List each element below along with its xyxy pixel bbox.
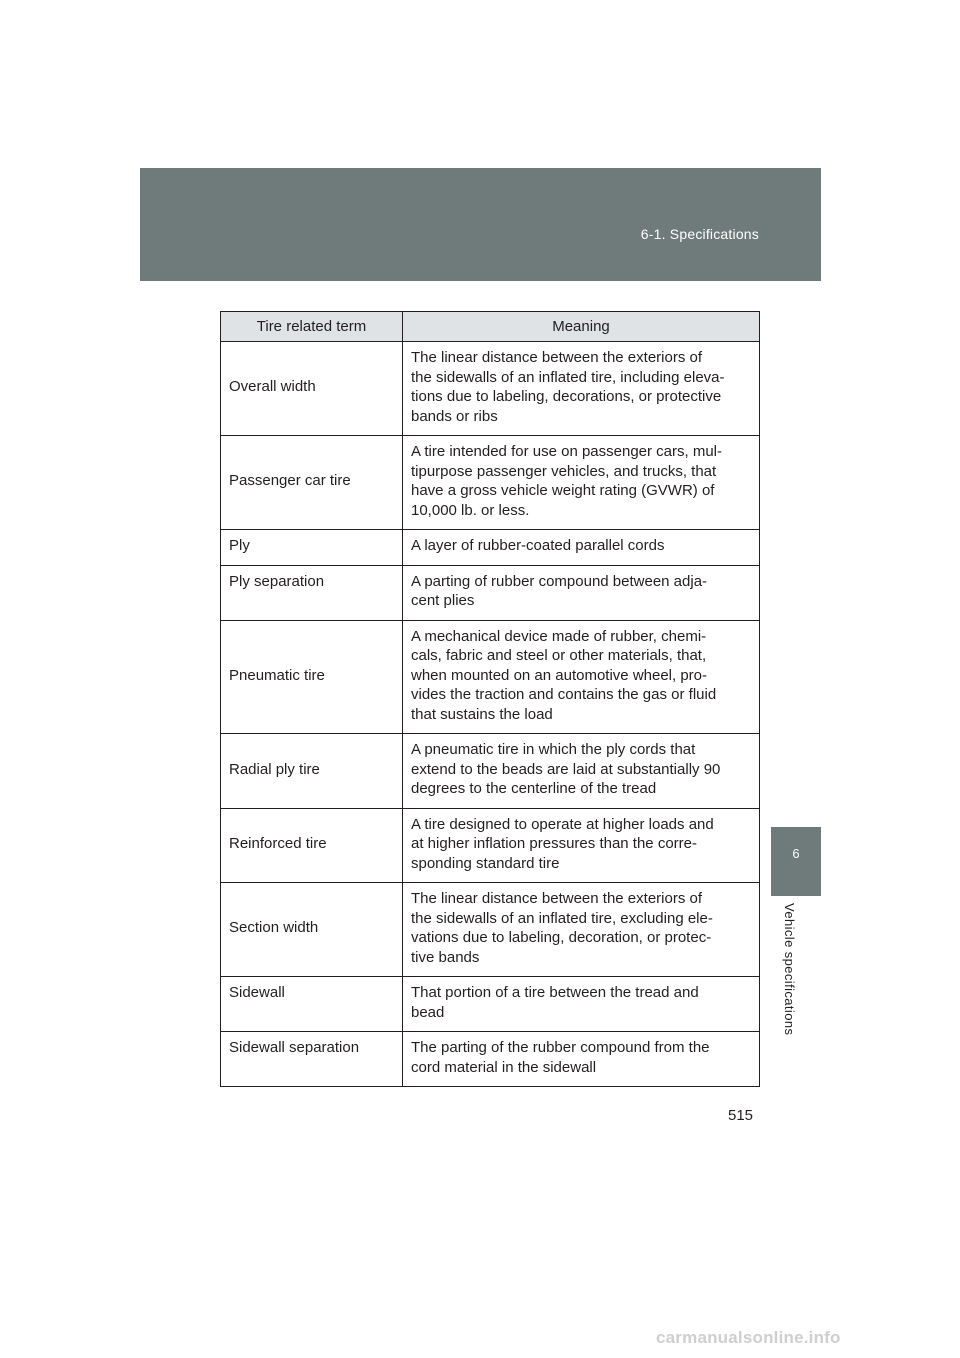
term-cell: Sidewall separation: [221, 1032, 403, 1087]
table-row: [221, 620, 760, 734]
chapter-number: 6: [792, 846, 800, 861]
meaning-cell: [403, 977, 760, 1032]
meaning-cell: [403, 436, 760, 530]
meaning-line: That portion of a tire between the tread and: [411, 984, 699, 1001]
meaning-line: A layer of rubber-coated parallel cords: [411, 537, 665, 554]
meaning-cell: [403, 1032, 760, 1087]
meaning-cell: [403, 342, 760, 436]
term-cell: Ply: [221, 530, 403, 566]
meaning-line: extend to the beads are laid at substantially 90: [411, 760, 721, 778]
meaning-cell: [403, 620, 760, 734]
meaning-line: The linear distance between the exteriors of: [411, 890, 702, 907]
chapter-tab: [771, 827, 821, 896]
meaning-line: at higher inflation pressures than the corre-: [411, 835, 697, 852]
table-row: [221, 530, 760, 566]
term-cell: Radial ply tire: [221, 734, 403, 809]
meaning-line: vides the traction and contains the gas or fluid: [411, 686, 717, 703]
meaning-line: degrees to the centerline of the tread: [411, 780, 657, 797]
meaning-line: bands or ribs: [411, 407, 498, 425]
term-cell: Passenger car tire: [221, 436, 403, 530]
meaning-line: A mechanical device made of rubber, chemi-: [411, 627, 707, 645]
table-row: [221, 808, 760, 883]
meaning-line: 10,000 lb. or less.: [411, 501, 530, 519]
meaning-cell: [403, 734, 760, 809]
tire-terms-table: [220, 311, 760, 1087]
watermark: carmanualsonline.info: [656, 1328, 841, 1347]
column-header-term: Tire related term: [221, 312, 403, 342]
meaning-line: The parting of the rubber compound from the: [411, 1039, 710, 1056]
table-row: [221, 734, 760, 809]
column-header-meaning: Meaning: [403, 312, 760, 342]
table-row: [221, 1032, 760, 1087]
table-header-row: [221, 312, 760, 342]
meaning-line: cord material in the sidewall: [411, 1058, 597, 1076]
term-cell: Overall width: [221, 342, 403, 436]
meaning-line: bead: [411, 1003, 445, 1021]
meaning-line: A parting of rubber compound between adja-: [411, 572, 708, 590]
meaning-line: when mounted on an automotive wheel, pro-: [411, 666, 708, 684]
meaning-cell: [403, 883, 760, 977]
meaning-line: have a gross vehicle weight rating (GVWR) of: [411, 482, 715, 499]
meaning-line: The linear distance between the exteriors of: [411, 349, 702, 366]
page-number: 515: [728, 1107, 754, 1124]
meaning-line: the sidewalls of an inflated tire, excluding ele-: [411, 909, 713, 927]
meaning-line: vations due to labeling, decoration, or protec-: [411, 929, 712, 946]
meaning-line: A tire intended for use on passenger cars, mul-: [411, 443, 723, 460]
meaning-line: tipurpose passenger vehicles, and trucks, that: [411, 462, 717, 480]
meaning-line: the sidewalls of an inflated tire, including eleva-: [411, 368, 725, 386]
term-cell: Section width: [221, 883, 403, 977]
term-cell: Reinforced tire: [221, 808, 403, 883]
meaning-line: cent plies: [411, 592, 475, 609]
meaning-line: sponding standard tire: [411, 854, 560, 872]
term-cell: Sidewall: [221, 977, 403, 1032]
meaning-line: A tire designed to operate at higher loads and: [411, 815, 714, 833]
meaning-line: tive bands: [411, 948, 480, 966]
meaning-line: that sustains the load: [411, 705, 553, 723]
term-cell: Pneumatic tire: [221, 620, 403, 734]
meaning-line: A pneumatic tire in which the ply cords that: [411, 741, 696, 758]
chapter-label: Vehicle specifications: [782, 903, 797, 1036]
section-title: 6-1. Specifications: [640, 226, 759, 242]
meaning-cell: [403, 565, 760, 620]
table-row: [221, 977, 760, 1032]
table-row: [221, 342, 760, 436]
header-band: [140, 168, 821, 281]
meaning-line: cals, fabric and steel or other materials, that,: [411, 647, 707, 664]
meaning-cell: [403, 808, 760, 883]
table-row: [221, 436, 760, 530]
meaning-cell: [403, 530, 760, 566]
table-row: [221, 565, 760, 620]
table-row: [221, 883, 760, 977]
term-cell: Ply separation: [221, 565, 403, 620]
meaning-line: tions due to labeling, decorations, or protective: [411, 388, 722, 405]
